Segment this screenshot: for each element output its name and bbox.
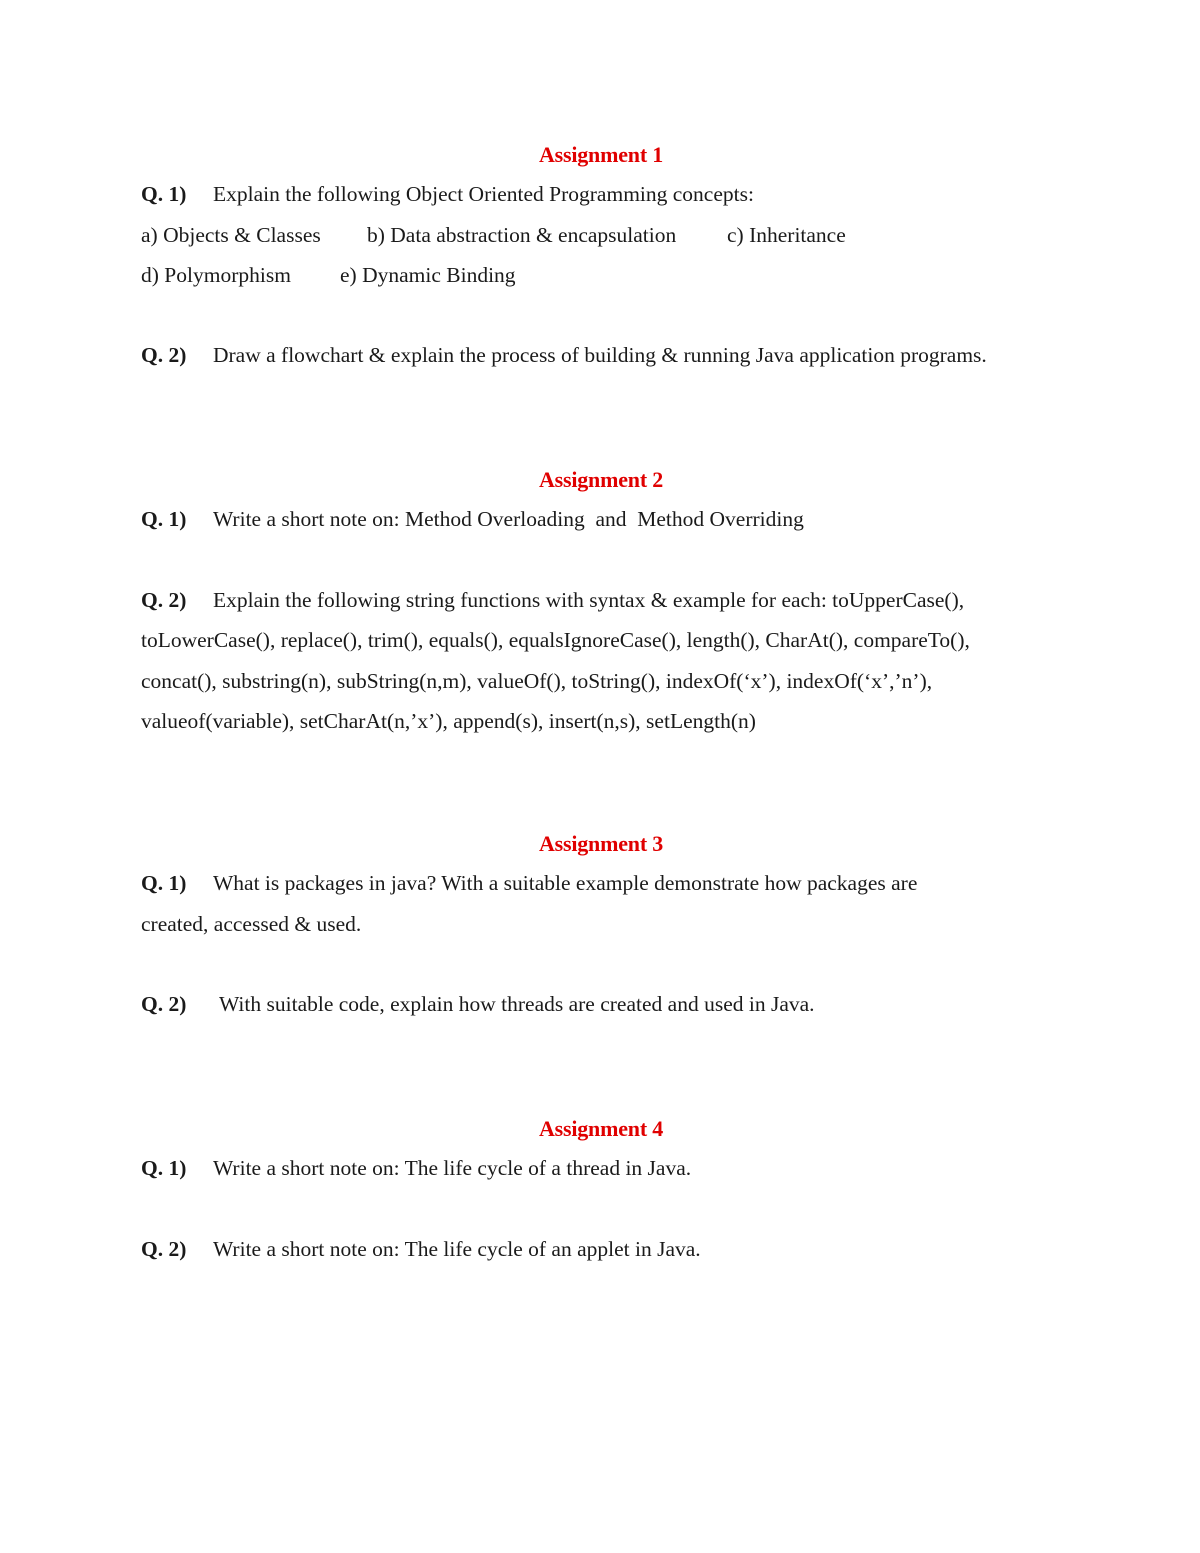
assignment-2: [141, 467, 1061, 742]
question-1: [141, 174, 1061, 215]
question-number: Q. 2): [141, 1236, 187, 1261]
option-a: a) Objects & Classes: [141, 222, 321, 247]
question-text: Write a short note on: The life cycle of a thread in Java.: [213, 1156, 692, 1180]
question-number: Q. 2): [141, 342, 187, 367]
assignment-heading: Assignment 3: [538, 831, 664, 856]
question-text-line: toLowerCase(), replace(), trim(), equals(), equalsIgnoreCase(), length(), CharAt(), compareTo(),: [141, 628, 970, 652]
option-e: e) Dynamic Binding: [340, 262, 516, 287]
question-number: Q. 1): [141, 871, 187, 895]
question-text: Write a short note on: Method Overloading and Method Overriding: [213, 507, 804, 531]
question-1: [141, 499, 1061, 540]
question-1: [141, 1148, 1061, 1189]
question-text-line: created, accessed & used.: [141, 911, 362, 936]
question-number: Q. 2): [141, 992, 187, 1016]
question-number: Q. 1): [141, 507, 187, 531]
assignment-4: [141, 1116, 1061, 1269]
question-2: [141, 580, 1061, 742]
assignment-heading: Assignment 1: [538, 142, 664, 167]
question-text: With suitable code, explain how threads are created and used in Java.: [219, 992, 815, 1016]
question-2: [141, 335, 1061, 376]
question-2: [141, 1229, 1061, 1270]
assignment-heading: Assignment 4: [538, 1116, 664, 1141]
question-text: Write a short note on: The life cycle of an applet in Java.: [213, 1236, 701, 1261]
question-1: [141, 863, 1061, 944]
option-b: b) Data abstraction & encapsulation: [367, 222, 677, 247]
question-text: Explain the following Object Oriented Programming concepts:: [213, 182, 754, 206]
assignment-3: [141, 831, 1061, 1025]
question-number: Q. 2): [141, 587, 187, 612]
option-d: d) Polymorphism: [141, 262, 291, 287]
options-row: [141, 255, 1061, 295]
question-number: Q. 1): [141, 182, 187, 206]
question-number: Q. 1): [141, 1156, 187, 1180]
question-text-line: Explain the following string functions with syntax & example for each: toUpperCase(),: [213, 587, 965, 612]
question-text-line: valueof(variable), setCharAt(n,’x’), append(s), insert(n,s), setLength(n): [141, 709, 756, 733]
assignment-heading: Assignment 2: [538, 467, 664, 492]
question-2: [141, 984, 1061, 1025]
option-c: c) Inheritance: [727, 222, 846, 247]
assignment-1: [141, 142, 1061, 375]
question-text-line: concat(), substring(n), subString(n,m), valueOf(), toString(), indexOf(‘x’), indexOf(‘x’,’n’),: [141, 668, 933, 693]
options-row: [141, 215, 1061, 255]
question-text-line: What is packages in java? With a suitable example demonstrate how packages are: [213, 871, 918, 895]
question-text: Draw a flowchart & explain the process of building & running Java application programs.: [213, 342, 987, 367]
